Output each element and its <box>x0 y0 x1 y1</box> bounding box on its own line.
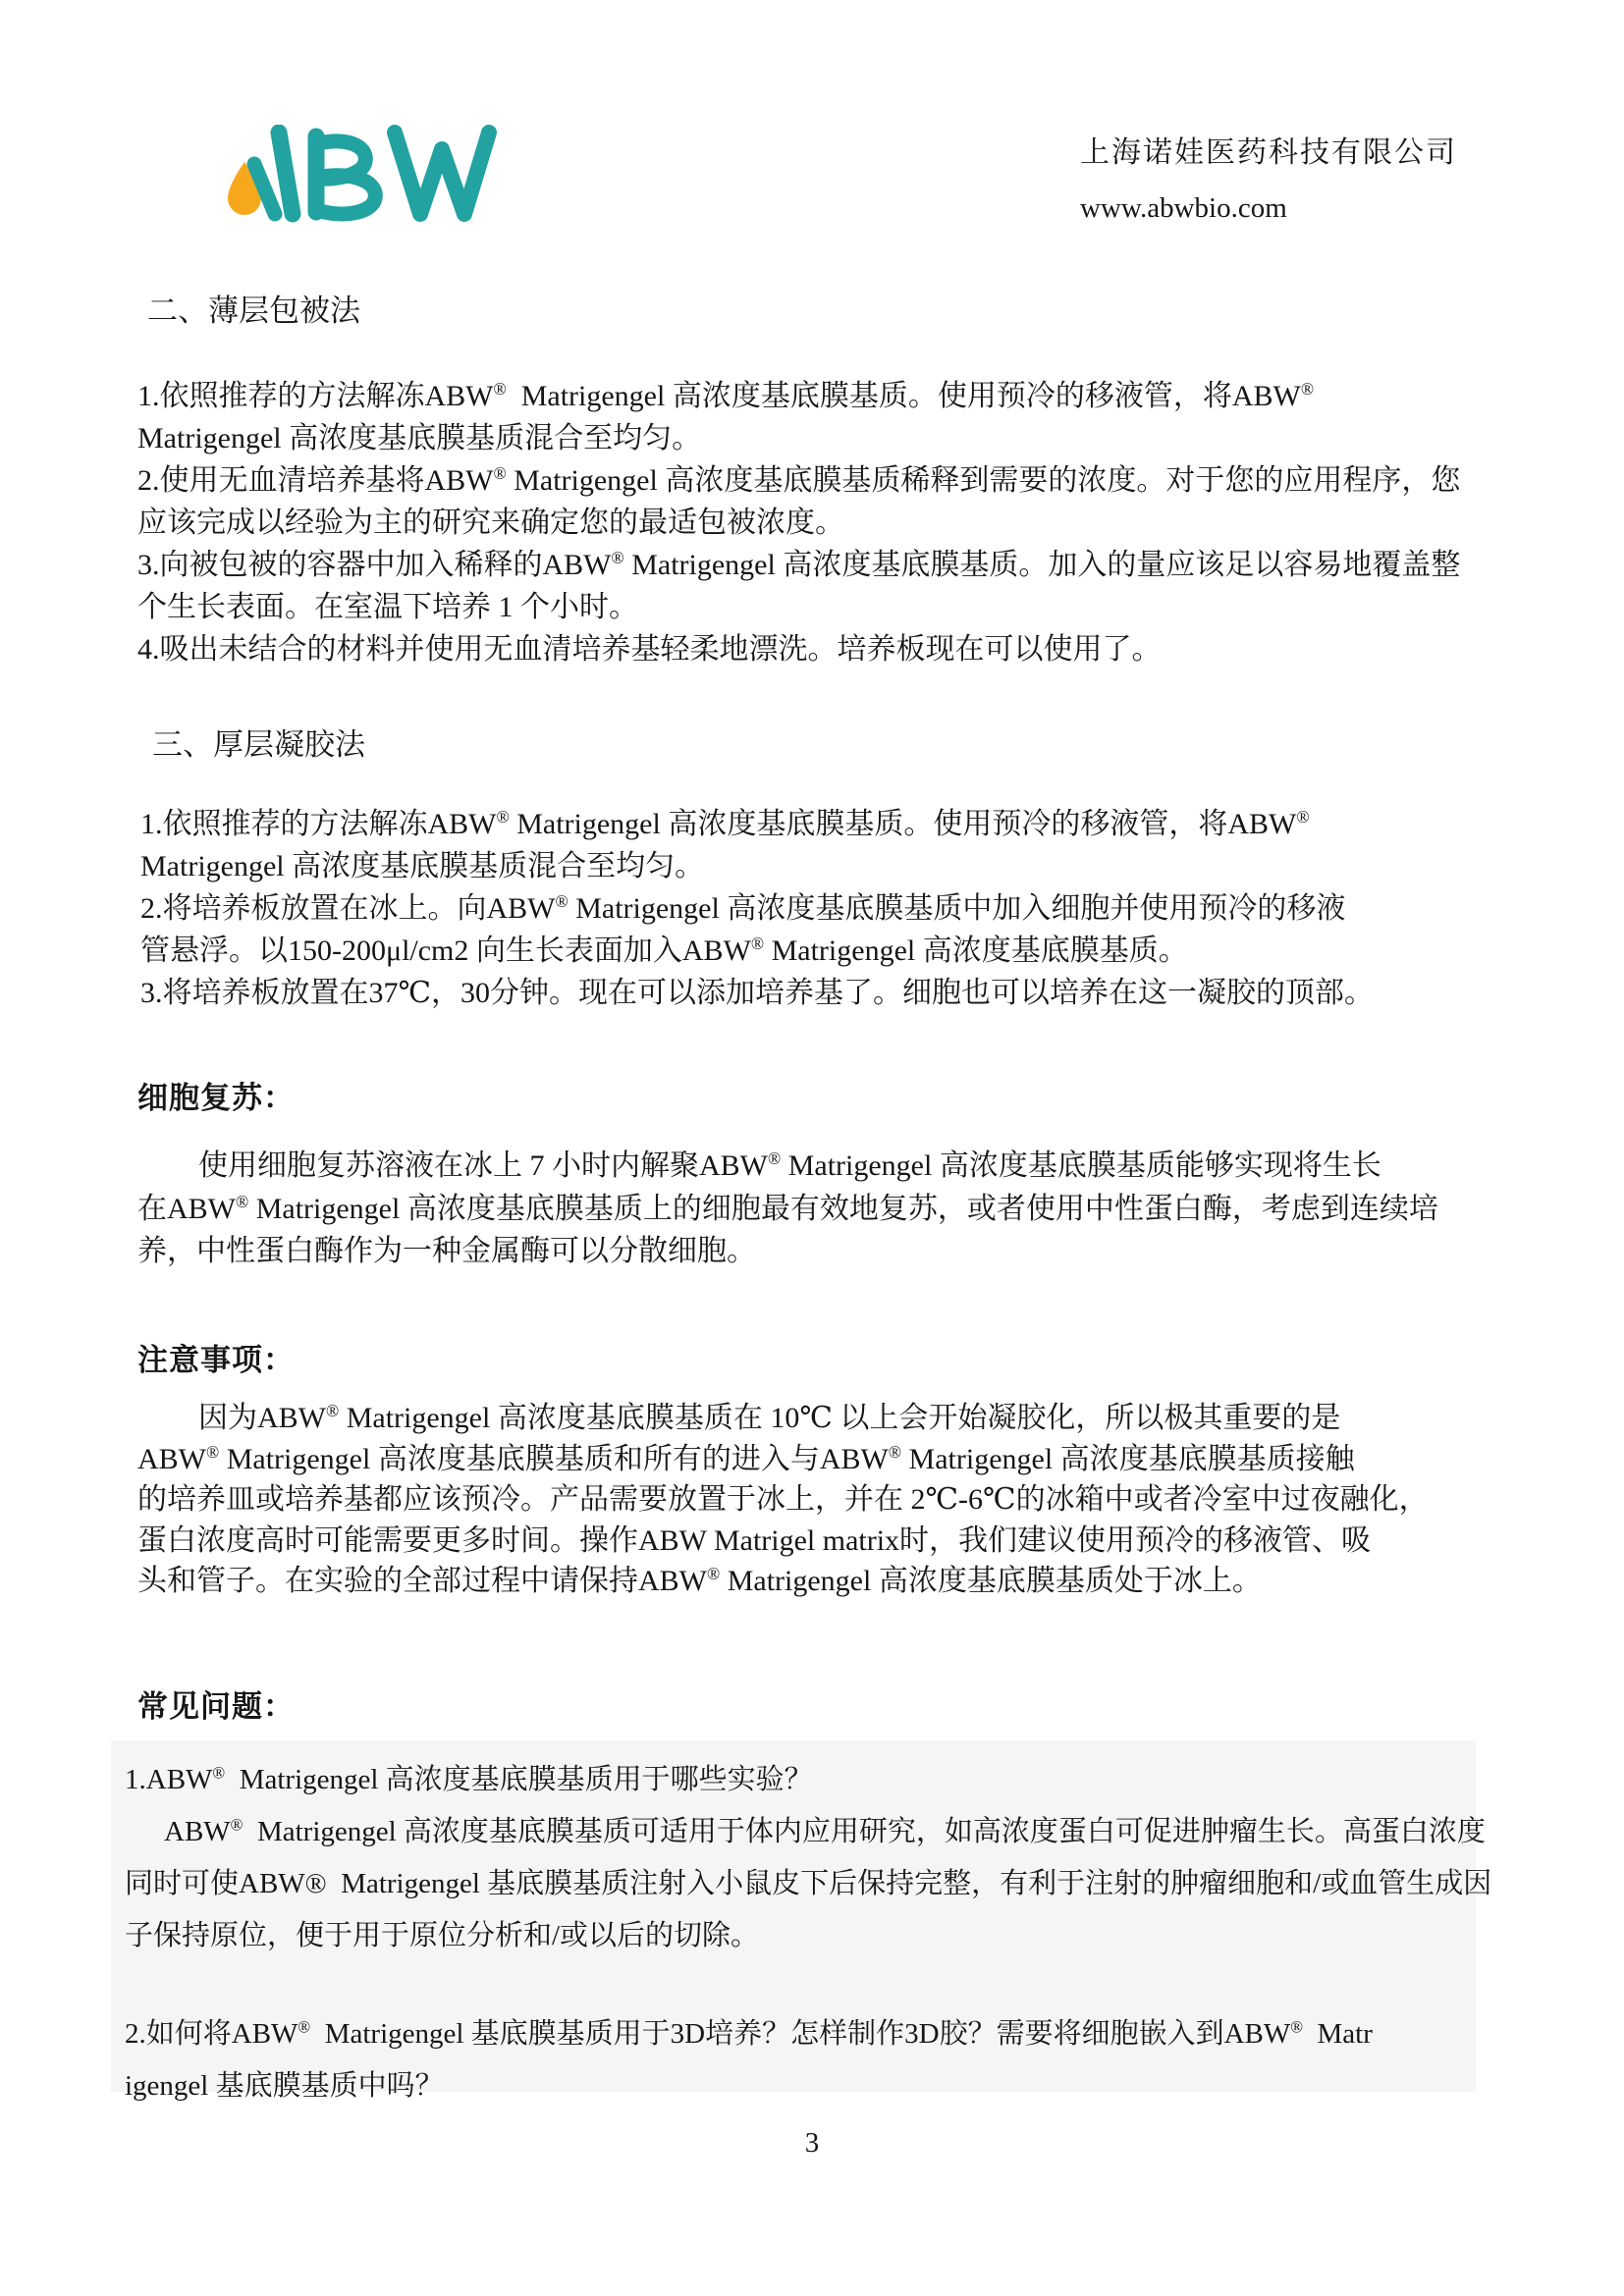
body-line: ABW® Matrigengel 高浓度基底膜基质和所有的进入与ABW® Matrigengel 高浓度基底膜基质接触 <box>137 1441 1355 1475</box>
registered-mark: ® <box>1296 807 1310 827</box>
body-line: 头和管子。在实验的全部过程中请保持ABW® Matrigengel 高浓度基底膜基质处于冰上。 <box>137 1564 1262 1598</box>
abw-logo-graphic <box>224 125 499 228</box>
body-line: 的培养皿或培养基都应该预冷。产品需要放置于冰上，并在 2℃-6℃的冰箱中或者冷室中过夜融化， <box>137 1483 1429 1517</box>
registered-mark: ® <box>750 934 765 953</box>
cell-recovery-paragraph <box>137 1145 1438 1273</box>
registered-mark: ® <box>493 379 507 399</box>
abw-logo <box>224 125 499 228</box>
registered-mark: ® <box>493 463 507 483</box>
body-line: 3.将培养板放置在37℃，30分钟。现在可以添加培养基了。细胞也可以培养在这一凝胶的顶部。 <box>140 977 1375 1009</box>
thick-gel-paragraph <box>140 803 1374 1014</box>
precautions-paragraph <box>137 1398 1429 1602</box>
section-heading-cell-recovery: 细胞复苏： <box>137 1081 295 1115</box>
registered-mark: ® <box>611 548 624 567</box>
registered-mark: ® <box>707 1564 721 1584</box>
registered-mark: ® <box>496 807 510 827</box>
page-number: 3 <box>804 2127 820 2159</box>
body-line: 2.使用无血清培养基将ABW® Matrigengel 高浓度基底膜基质稀释到需要的浓度。对于您的应用程序，您 <box>137 463 1461 497</box>
body-line: Matrigengel 高浓度基底膜基质混合至均匀。 <box>137 422 702 454</box>
faq-line: 2.如何将ABW® Matrigengel 基底膜基质用于3D培养？怎样制作3D胶？需要将细胞嵌入到ABW® Matr <box>125 2017 1373 2050</box>
body-line: 1.依照推荐的方法解冻ABW® Matrigengel 高浓度基底膜基质。使用预冷的移液管，将ABW® <box>140 807 1310 840</box>
body-line: 个生长表面。在室温下培养 1 个小时。 <box>137 591 638 623</box>
body-line: 蛋白浓度高时可能需要更多时间。操作ABW Matrigel matrix时，我们建议使用预冷的移液管、吸 <box>137 1523 1372 1557</box>
body-line: 使用细胞复苏溶液在冰上 7 小时内解聚ABW® Matrigengel 高浓度基底膜基质能够实现将生长 <box>198 1148 1381 1182</box>
company-name: 上海诺娃医药科技有限公司 <box>1080 136 1457 169</box>
registered-mark: ® <box>236 1191 249 1211</box>
registered-mark: ® <box>768 1148 782 1168</box>
body-line: 因为ABW® Matrigengel 高浓度基底膜基质在 10℃ 以上会开始凝胶化，所以极其重要的是 <box>198 1401 1341 1434</box>
faq-line: 1.ABW® Matrigengel 高浓度基底膜基质用于哪些实验？ <box>125 1763 813 1795</box>
faq-line: igengel 基底膜基质中吗？ <box>125 2070 444 2102</box>
body-line: 管悬浮。以150-200μl/cm2 向生长表面加入ABW® Matrigengel 高浓度基底膜基质。 <box>140 934 1188 967</box>
body-line: 养，中性蛋白酶作为一种金属酶可以分散细胞。 <box>137 1235 756 1267</box>
registered-mark: ® <box>1290 2017 1304 2037</box>
registered-mark: ® <box>555 891 568 911</box>
section-heading-precautions: 注意事项： <box>137 1343 295 1377</box>
thin-coating-paragraph <box>137 375 1460 670</box>
body-line: Matrigengel 高浓度基底膜基质混合至均匀。 <box>140 850 705 882</box>
body-line: 1.依照推荐的方法解冻ABW® Matrigengel 高浓度基底膜基质。使用预冷的移液管，将ABW® <box>137 379 1315 412</box>
registered-mark: ® <box>206 1441 220 1462</box>
section-heading-thick-gel: 三、厚层凝胶法 <box>152 727 365 762</box>
body-line: 在ABW® Matrigengel 高浓度基底膜基质上的细胞最有效地复苏，或者使用中性蛋白酶，考虑到连续培 <box>137 1191 1438 1225</box>
registered-mark: ® <box>298 2017 311 2037</box>
registered-mark: ® <box>326 1401 340 1420</box>
faq-line: 同时可使ABW® Matrigengel 基底膜基质注射入小鼠皮下后保持完整，有利于注射的肿瘤细胞和/或血管生成因 <box>125 1868 1492 1899</box>
faq-question-2 <box>125 2008 1373 2112</box>
body-line: 4.吸出未结合的材料并使用无血清培养基轻柔地漂洗。培养板现在可以使用了。 <box>137 633 1162 666</box>
company-website: www.abwbio.com <box>1080 192 1287 224</box>
body-line: 2.将培养板放置在冰上。向ABW® Matrigengel 高浓度基底膜基质中加入细胞并使用预冷的移液 <box>140 891 1346 925</box>
section-heading-thin-coating: 二、薄层包被法 <box>147 294 360 328</box>
registered-mark: ® <box>1300 379 1315 399</box>
body-line: 应该完成以经验为主的研究来确定您的最适包被浓度。 <box>137 507 844 539</box>
body-line: 3.向被包被的容器中加入稀释的ABW® Matrigengel 高浓度基底膜基质。加入的量应该足以容易地覆盖整 <box>137 548 1461 581</box>
registered-mark: ® <box>212 1763 226 1783</box>
registered-mark: ® <box>888 1441 902 1462</box>
faq-question-1 <box>125 1754 1491 1962</box>
faq-line: 子保持原位，便于用于原位分析和/或以后的切除。 <box>125 1920 760 1951</box>
registered-mark: ® <box>230 1815 244 1835</box>
section-heading-faq: 常见问题： <box>137 1689 295 1724</box>
faq-line: ABW® Matrigengel 高浓度基底膜基质可适用于体内应用研究，如高浓度蛋白可促进肿瘤生长。高蛋白浓度 <box>164 1815 1486 1847</box>
